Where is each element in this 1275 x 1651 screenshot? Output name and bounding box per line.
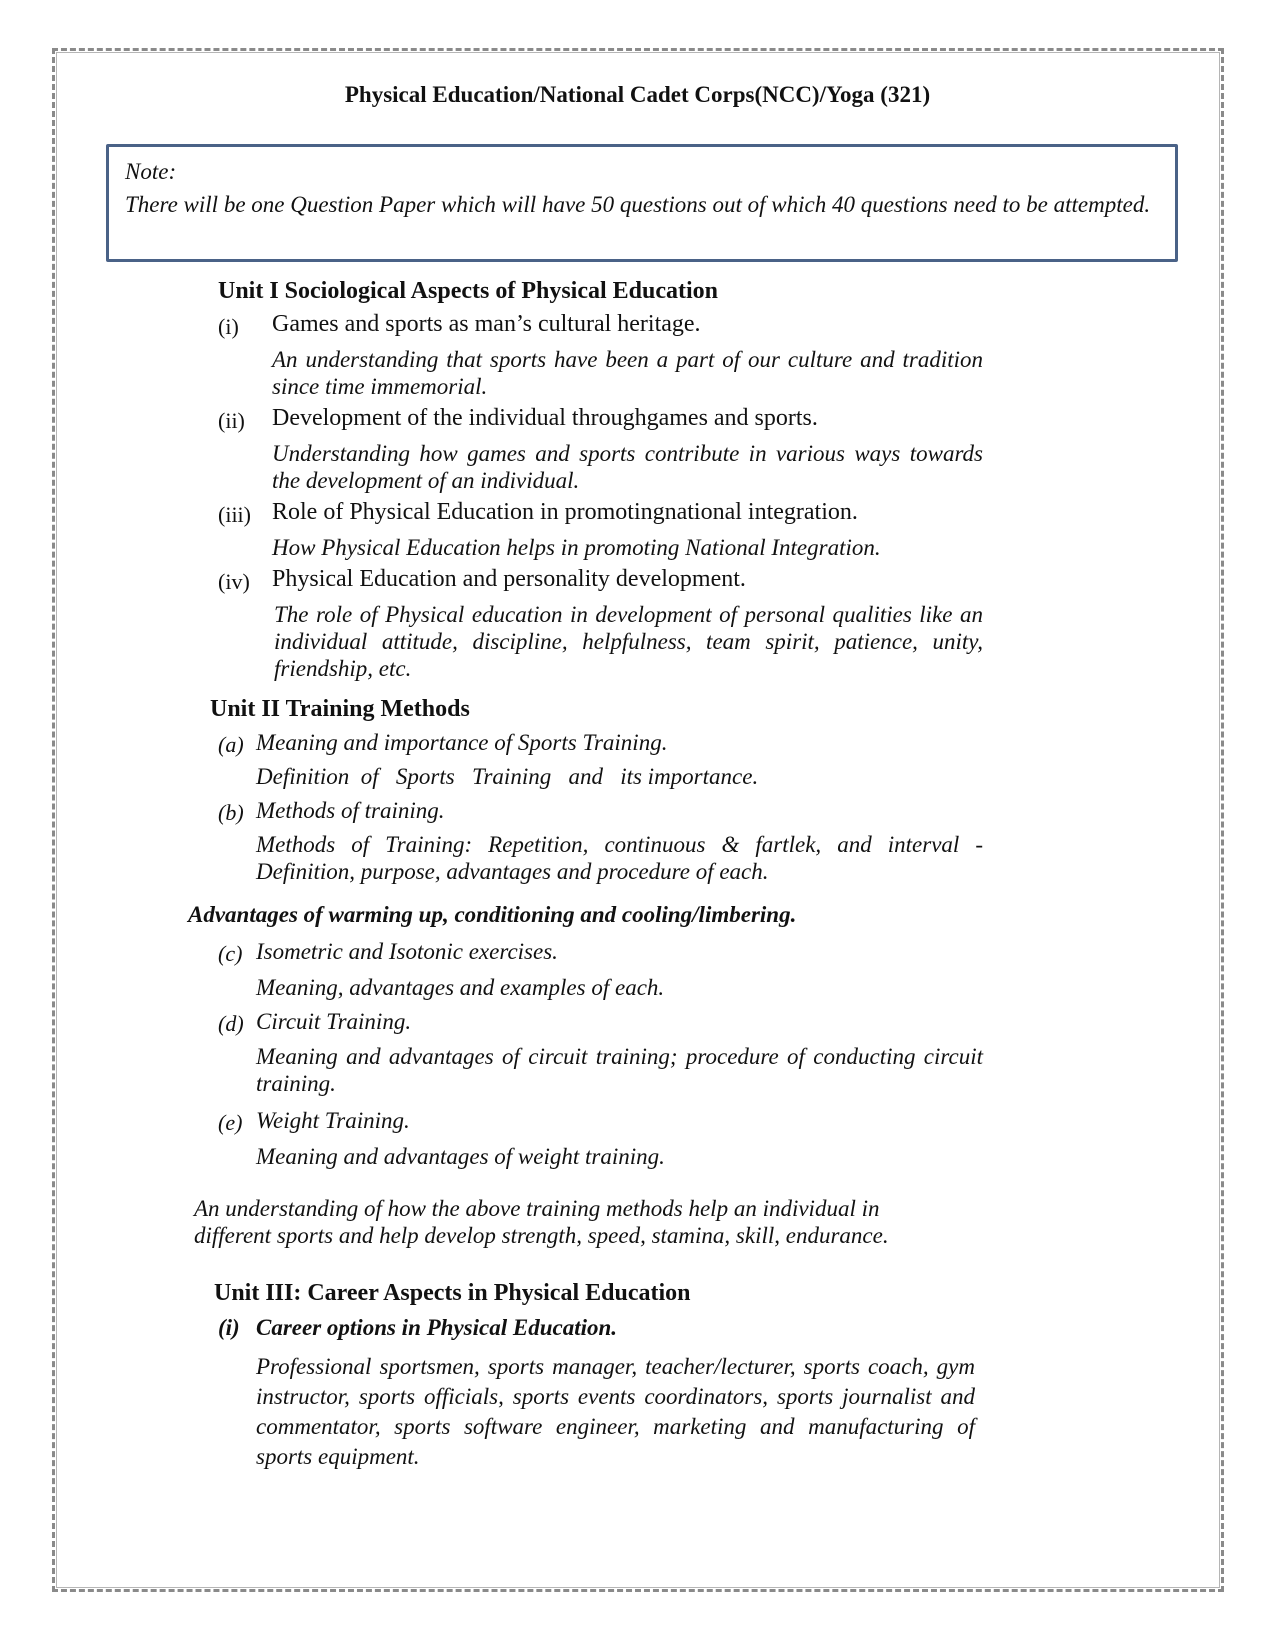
unit1-item3-title: Role of Physical Education in promotingnational integration. — [272, 499, 858, 525]
unit2-heading: Unit II Training Methods — [210, 696, 470, 722]
unit1-item3-desc: How Physical Education helps in promoting National Integration. — [272, 535, 881, 560]
unit2-warming-heading: Advantages of warming up, conditioning and cooling/limbering. — [188, 902, 797, 927]
unit2-item-d-desc: Meaning and advantages of circuit training; procedure of conducting circuit training. — [256, 1044, 983, 1096]
unit1-item1-num: (i) — [218, 314, 239, 339]
unit1-item2-desc: Understanding how games and sports contribute in various ways towards the development of an individual. — [272, 441, 983, 493]
unit2-item-a-desc: Definition of Sports Training and its importance. — [256, 764, 759, 789]
unit2-item-e-title: Weight Training. — [256, 1108, 410, 1133]
unit1-item4-num: (iv) — [218, 569, 250, 594]
unit1-item1-desc: An understanding that sports have been a part of our culture and tradition since time immemorial. — [272, 347, 983, 399]
unit2-item-c-num: (c) — [218, 941, 243, 966]
unit1-item2-title: Development of the individual throughgames and sports. — [272, 405, 818, 431]
unit2-item-b-title: Methods of training. — [256, 798, 445, 823]
unit2-summary: An understanding of how the above training methods help an individual in different sports and help develop strength, speed, stamina, skill, endurance. — [194, 1196, 889, 1248]
unit3-item1-title: Career options in Physical Education. — [256, 1315, 618, 1340]
unit2-item-a-num: (a) — [218, 732, 244, 757]
unit1-item1-title: Games and sports as man’s cultural heritage. — [272, 311, 701, 337]
note-box — [106, 144, 1178, 262]
unit2-item-b-desc: Methods of Training: Repetition, continuous & fartlek, and interval - Definition, purpose, advantages and procedure of each. — [256, 832, 983, 884]
unit2-item-d-num: (d) — [218, 1011, 244, 1036]
document-title: Physical Education/National Cadet Corps(NCC)/Yoga (321) — [344, 82, 931, 107]
unit3-item1-desc: Professional sportsmen, sports manager, teacher/lecturer, sports coach, gym instructor, sports officials, sports events coordinators, sports journalist and commentator, sports software engineer, marketing and manufacturing of sports equipment. — [256, 1354, 975, 1469]
unit2-item-c-desc: Meaning, advantages and examples of each. — [256, 975, 665, 1000]
unit3-heading: Unit III: Career Aspects in Physical Education — [214, 1280, 691, 1306]
unit2-item-c-title: Isometric and Isotonic exercises. — [256, 939, 558, 964]
note-label: Note: — [125, 159, 177, 184]
unit1-item3-num: (iii) — [218, 502, 251, 527]
note-text: There will be one Question Paper which will have 50 questions out of which 40 questions need to be attempted. — [125, 192, 1151, 217]
unit1-item2-num: (ii) — [218, 408, 245, 433]
unit1-heading: Unit I Sociological Aspects of Physical Education — [218, 278, 719, 304]
unit2-item-e-desc: Meaning and advantages of weight training. — [256, 1144, 665, 1169]
unit1-item4-desc: The role of Physical education in development of personal qualities like an individual attitude, discipline, helpfulness, team spirit, patience, unity, friendship, etc. — [274, 602, 983, 681]
unit2-item-b-num: (b) — [218, 800, 244, 825]
unit2-item-e-num: (e) — [218, 1110, 243, 1135]
unit2-item-a-title: Meaning and importance of Sports Training. — [256, 730, 668, 755]
unit2-item-d-title: Circuit Training. — [256, 1009, 412, 1034]
unit3-item1-num: (i) — [218, 1315, 240, 1340]
unit1-item4-title: Physical Education and personality development. — [272, 566, 746, 592]
